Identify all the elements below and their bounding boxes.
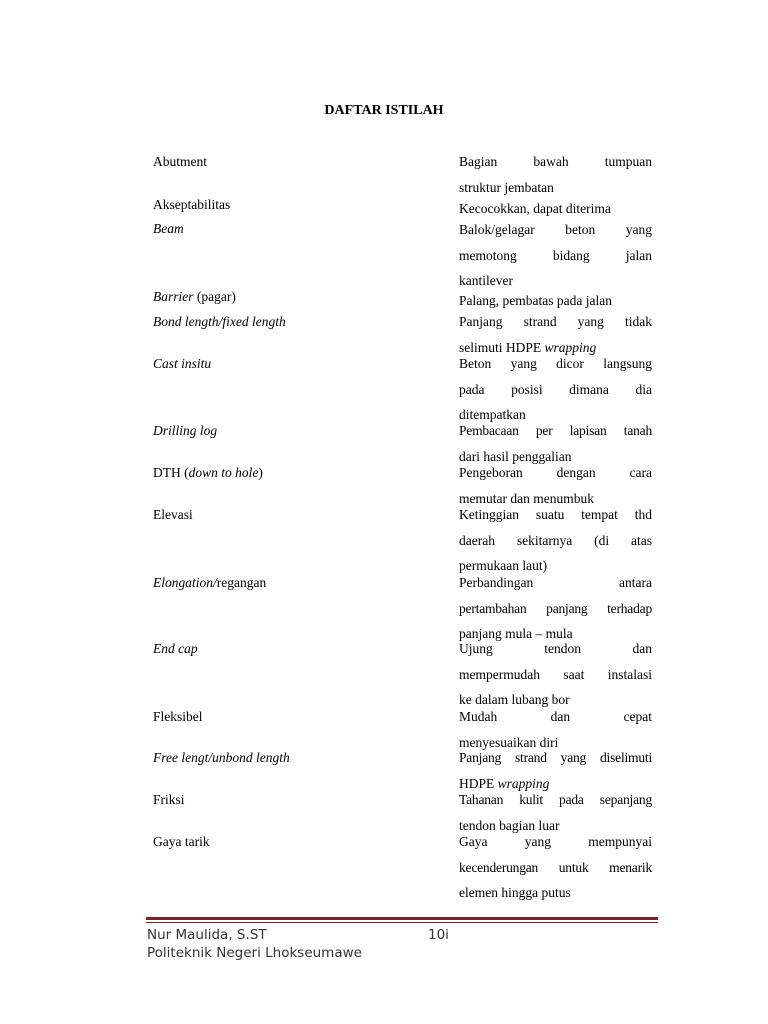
definition-line: daerah sekitarnya (di atas — [459, 532, 652, 548]
term-gaya-tarik — [153, 834, 443, 850]
definition-gaya-tarik — [459, 829, 652, 906]
definition-line: Tahanan kulit pada sepanjang — [459, 792, 652, 807]
term-text-italic: Drilling log — [153, 423, 218, 438]
term-akseptabilitas — [153, 197, 443, 213]
definition-line: elemen hingga putus — [459, 885, 571, 900]
definition-elevasi — [459, 502, 652, 579]
term-text-italic: Bond length/fixed length — [153, 314, 286, 329]
definition-line: Perbandingan antara — [459, 575, 652, 590]
term-text: Abutment — [153, 154, 207, 169]
term-elongation — [153, 575, 443, 591]
definition-text: selimuti HDPE — [459, 339, 545, 355]
term-text-italic: Elongation/ — [153, 575, 217, 590]
definition-line: Ujung tendon dan — [459, 641, 652, 656]
definition-line: panjang mula – mula — [459, 626, 573, 641]
definition-line: Pembacaan per lapisan tanah — [459, 423, 652, 438]
definition-line: Kecocokkan, dapat diterima — [459, 201, 611, 216]
term-text: regangan — [216, 575, 267, 590]
term-text: Elevasi — [153, 507, 193, 522]
page-number: 10i — [428, 927, 449, 943]
term-dth — [153, 465, 443, 481]
term-text: Fleksibel — [153, 709, 203, 724]
definition-text-italic: wrapping — [497, 775, 550, 791]
term-text-italic: down to hole — [188, 465, 259, 480]
term-text-italic: Cast insitu — [153, 356, 212, 371]
definition-line: ke dalam lubang bor — [459, 692, 570, 707]
term-bond-length — [153, 314, 443, 330]
definition-line: kantilever — [459, 273, 513, 288]
definition-end-cap — [459, 636, 652, 713]
definition-line: permukaan laut) — [459, 558, 548, 573]
term-text: DTH ( — [153, 465, 189, 480]
term-text: (pagar) — [193, 289, 236, 304]
term-fleksibel — [153, 709, 443, 725]
definition-line: pertambahan panjang terhadap — [459, 600, 652, 616]
footer-rule-thin — [146, 922, 658, 923]
term-text-italic: End cap — [153, 641, 198, 656]
term-text-italic: Barrier — [153, 289, 194, 304]
page-title: DAFTAR ISTILAH — [324, 103, 444, 118]
definition-line: pada posisi dimana dia — [459, 381, 652, 397]
term-text-italic: Beam — [153, 221, 184, 236]
definition-abutment — [459, 149, 652, 200]
definition-beam — [459, 217, 652, 294]
term-text-italic: Free lengt/unbond length — [153, 750, 290, 765]
definition-line: kecenderungan untuk menarik — [459, 859, 652, 875]
term-cast-insitu — [153, 356, 443, 372]
definition-line: Gaya yang mempunyai — [459, 834, 652, 849]
definition-line: dari hasil penggalian — [459, 448, 572, 464]
definition-text-italic: wrapping — [544, 339, 597, 355]
term-elevasi — [153, 507, 443, 523]
footer-author: Nur Maulida, S.ST — [147, 927, 267, 943]
definition-line: Balok/gelagar beton yang — [459, 222, 652, 237]
definition-line: Panjang strand yang tidak — [459, 314, 652, 329]
definition-line: mempermudah saat instalasi — [459, 666, 652, 682]
definition-line: memutar dan menumbuk — [459, 490, 594, 506]
term-beam — [153, 221, 443, 237]
definition-cast-insitu — [459, 351, 652, 428]
definition-line: Pengeboran dengan cara — [459, 465, 652, 480]
term-free-length — [153, 750, 443, 766]
term-friksi — [153, 792, 443, 808]
definition-line: Palang, pembatas pada jalan — [459, 293, 612, 308]
term-text: Akseptabilitas — [153, 197, 231, 212]
footer-rule-thick — [146, 917, 658, 920]
term-drilling-log — [153, 423, 443, 439]
term-end-cap — [153, 641, 443, 657]
definition-line: struktur jembatan — [459, 179, 554, 195]
definition-line: Beton yang dicor langsung — [459, 356, 652, 371]
definition-line: menyesuaikan diri — [459, 734, 559, 750]
definition-line: Mudah dan cepat — [459, 709, 652, 724]
definition-line: Ketinggian suatu tempat thd — [459, 507, 652, 522]
term-text: Friksi — [153, 792, 185, 807]
term-barrier — [153, 289, 443, 305]
definition-line: Bagian bawah tumpuan — [459, 154, 652, 169]
definition-line: tendon bagian luar — [459, 817, 560, 833]
definition-line: memotong bidang jalan — [459, 247, 652, 263]
footer-institution: Politeknik Negeri Lhokseumawe — [147, 945, 362, 961]
definition-line: ditempatkan — [459, 407, 526, 422]
term-text: ) — [258, 465, 263, 480]
definition-text: HDPE — [459, 775, 498, 791]
term-text: Gaya tarik — [153, 834, 210, 849]
term-abutment — [153, 154, 443, 170]
definition-line: Panjang strand yang diselimuti — [459, 750, 652, 765]
